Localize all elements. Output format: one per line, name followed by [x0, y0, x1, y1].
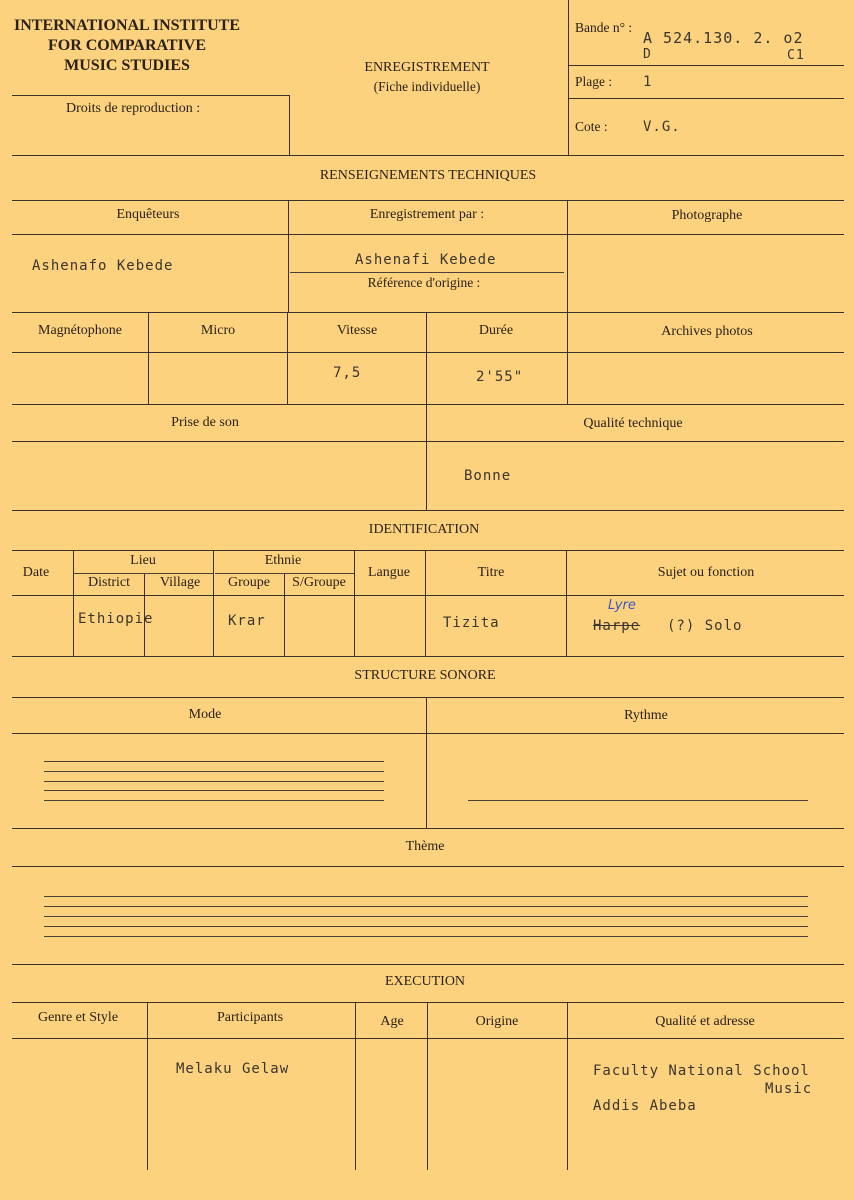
enqueteurs-value: Ashenafo Kebede: [32, 258, 174, 274]
divider: [566, 550, 567, 656]
duree-label: Durée: [478, 323, 514, 338]
divider: [12, 510, 844, 511]
participants-label: Participants: [216, 1010, 284, 1025]
micro-label: Micro: [200, 323, 236, 338]
divider: [287, 312, 288, 404]
form-title: ENREGISTREMENT: [364, 60, 490, 75]
plage-value: 1: [643, 74, 653, 90]
bande-sub-right: C1: [787, 48, 805, 63]
prise-label: Prise de son: [171, 415, 239, 430]
sujet-correction: Lyre: [608, 598, 636, 613]
vitesse-value: 7,5: [333, 365, 362, 381]
plage-label: Plage :: [575, 74, 613, 89]
structure-section-title: STRUCTURE SONORE: [354, 668, 496, 683]
archives-label: Archives photos: [661, 324, 753, 339]
divider: [290, 272, 564, 273]
photographe-label: Photographe: [671, 208, 743, 223]
divider: [12, 95, 290, 96]
divider: [12, 656, 844, 657]
ethnie-label: Ethnie: [264, 553, 302, 568]
theme-label: Thème: [405, 839, 445, 854]
staff-line: [44, 761, 384, 762]
sujet-struck: Harpe: [593, 618, 641, 634]
sgroupe-label: S/Groupe: [292, 575, 346, 590]
divider: [148, 312, 149, 404]
bande-label: Bande n° :: [575, 20, 633, 35]
divider: [568, 65, 844, 66]
divider: [147, 1002, 148, 1170]
sujet-rest: (?) Solo: [667, 618, 743, 634]
staff-line: [44, 906, 808, 907]
staff-line: [44, 916, 808, 917]
divider: [284, 573, 285, 656]
identification-section-title: IDENTIFICATION: [368, 522, 480, 537]
staff-line: [44, 771, 384, 772]
adresse-line-2: Music: [765, 1081, 813, 1097]
enregistrement-label: Enregistrement par :: [369, 207, 485, 222]
genre-label: Genre et Style: [37, 1010, 119, 1025]
divider: [12, 352, 844, 353]
institute-line-1: INTERNATIONAL INSTITUTE: [14, 17, 240, 34]
staff-line: [44, 936, 808, 937]
divider: [12, 964, 844, 965]
divider: [12, 733, 844, 734]
divider: [427, 1002, 428, 1170]
technical-section-title: RENSEIGNEMENTS TECHNIQUES: [319, 168, 537, 183]
reference-label: Référence d'origine :: [367, 275, 481, 290]
staff-line: [44, 790, 384, 791]
divider: [354, 550, 355, 656]
divider: [425, 550, 426, 656]
cote-value: V.G.: [643, 119, 681, 135]
qualite-adresse-label: Qualité et adresse: [655, 1014, 755, 1029]
divider: [567, 1002, 568, 1170]
adresse-line-1: Faculty National School: [593, 1063, 810, 1079]
divider: [12, 404, 844, 405]
divider: [12, 866, 844, 867]
divider: [12, 1002, 844, 1003]
divider: [12, 828, 844, 829]
rhythm-line: [468, 800, 808, 801]
qualite-label: Qualité technique: [583, 416, 683, 431]
qualite-value: Bonne: [464, 468, 512, 484]
copyright-label: Droits de reproduction :: [66, 101, 201, 116]
district-value: Ethiopie: [78, 611, 154, 627]
divider: [215, 573, 354, 574]
staff-line: [44, 800, 384, 801]
divider: [12, 200, 844, 201]
date-label: Date: [22, 565, 50, 580]
participants-value: Melaku Gelaw: [176, 1061, 290, 1077]
mode-label: Mode: [188, 707, 222, 722]
enregistrement-value: Ashenafi Kebede: [355, 252, 497, 268]
divider: [12, 312, 844, 313]
divider: [12, 441, 844, 442]
vitesse-label: Vitesse: [336, 323, 378, 338]
origine-label: Origine: [475, 1014, 519, 1029]
lieu-label: Lieu: [130, 553, 156, 568]
age-label: Age: [380, 1014, 404, 1029]
divider: [12, 697, 844, 698]
divider: [213, 550, 214, 656]
divider: [288, 200, 289, 312]
divider: [567, 200, 568, 312]
titre-value: Tizita: [443, 615, 500, 631]
bande-value: A 524.130. 2. o2: [643, 29, 804, 47]
divider: [426, 312, 427, 510]
divider: [426, 697, 427, 828]
sujet-label: Sujet ou fonction: [657, 565, 755, 580]
form-subtitle: (Fiche individuelle): [373, 79, 481, 94]
divider: [73, 573, 213, 574]
staff-line: [44, 781, 384, 782]
staff-line: [44, 896, 808, 897]
village-label: Village: [159, 575, 201, 590]
divider: [568, 0, 569, 155]
staff-line: [44, 926, 808, 927]
divider: [289, 95, 290, 155]
execution-section-title: EXECUTION: [384, 974, 466, 989]
enqueteurs-label: Enquêteurs: [116, 207, 180, 222]
divider: [567, 312, 568, 404]
rythme-label: Rythme: [624, 708, 668, 723]
duree-value: 2'55": [476, 369, 524, 385]
divider: [12, 234, 844, 235]
divider: [12, 1038, 844, 1039]
magnetophone-label: Magnétophone: [38, 323, 122, 338]
langue-label: Langue: [368, 565, 410, 580]
titre-label: Titre: [477, 565, 505, 580]
divider: [355, 1002, 356, 1170]
divider: [12, 155, 844, 156]
cote-label: Cote :: [575, 119, 608, 134]
divider: [73, 550, 74, 656]
bande-sub-left: D: [643, 47, 652, 62]
divider: [12, 550, 844, 551]
divider: [12, 595, 844, 596]
institute-line-2: FOR COMPARATIVE: [47, 37, 207, 54]
adresse-line-3: Addis Abeba: [593, 1098, 697, 1114]
groupe-value: Krar: [228, 613, 266, 629]
district-label: District: [88, 575, 130, 590]
groupe-label: Groupe: [228, 575, 270, 590]
institute-line-3: MUSIC STUDIES: [64, 57, 190, 74]
divider: [568, 98, 844, 99]
